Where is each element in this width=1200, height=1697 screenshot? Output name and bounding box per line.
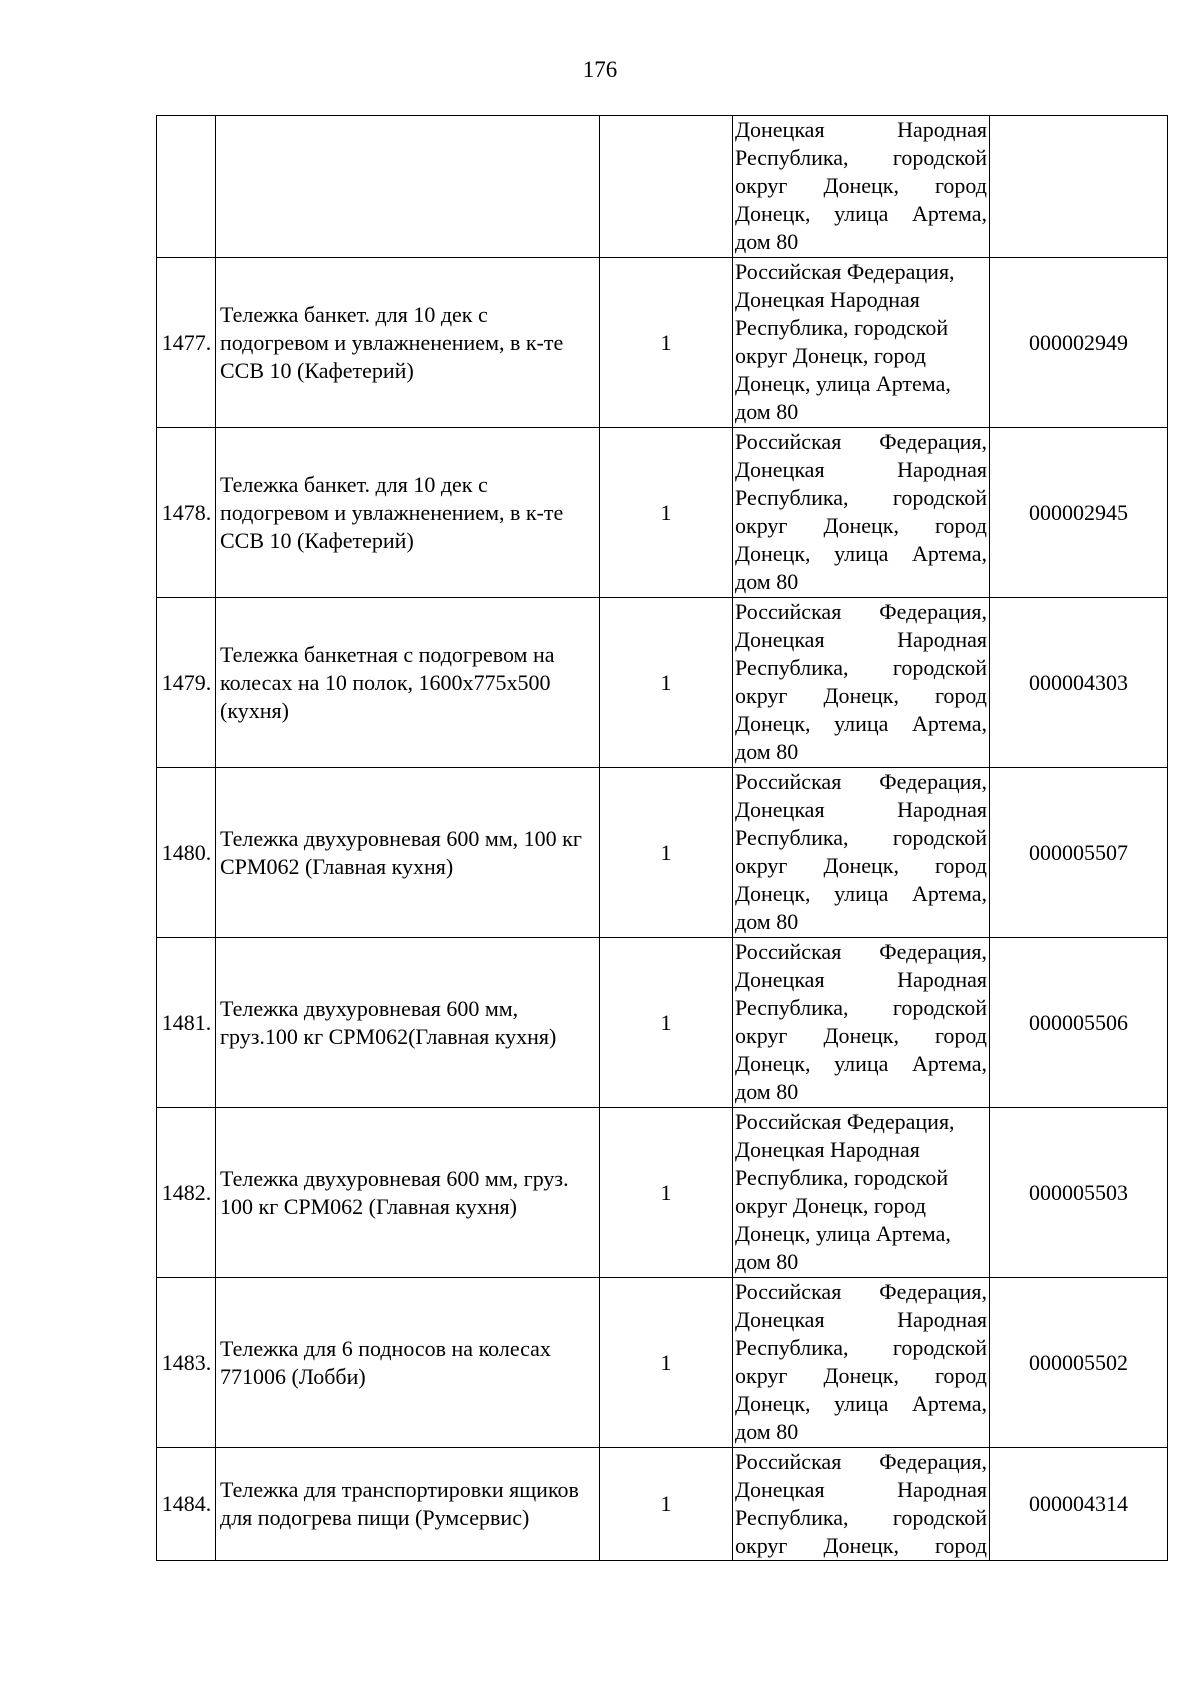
address-line: Донецк, улица Артема, bbox=[735, 711, 987, 736]
address-line: Донецкая Народная bbox=[735, 797, 987, 822]
quantity-cell: 1 bbox=[600, 258, 733, 428]
address-line: Донецк, улица Артема, bbox=[735, 1051, 987, 1076]
address-cell bbox=[733, 1448, 990, 1561]
quantity-cell: 1 bbox=[600, 938, 733, 1108]
address-line: округ Донецк, город bbox=[735, 343, 926, 368]
address-line: округ Донецк, город bbox=[735, 1023, 987, 1048]
item-name-cell bbox=[216, 938, 600, 1108]
row-number-cell: 1484. bbox=[157, 1448, 216, 1561]
address-cell bbox=[733, 598, 990, 768]
address-text bbox=[735, 428, 987, 596]
address-text bbox=[735, 1448, 987, 1560]
item-name-cell bbox=[216, 1448, 600, 1561]
address-cell bbox=[733, 1108, 990, 1278]
address-line: Российская Федерация, bbox=[735, 939, 987, 964]
address-line: Донецкая Народная bbox=[735, 627, 987, 652]
address-line: Донецк, улица Артема, bbox=[735, 881, 987, 906]
quantity-cell: 1 bbox=[600, 1448, 733, 1561]
address-line: Донецкая Народная bbox=[735, 1477, 987, 1502]
address-line: Республика, городской bbox=[735, 145, 987, 170]
item-name: Тележка банкет. для 10 дек с подогревом и увлажненением, в к-те ССВ 10 (Кафетерий) bbox=[220, 471, 564, 553]
item-name-cell bbox=[216, 598, 600, 768]
table-row bbox=[157, 1278, 1168, 1448]
quantity-cell: 1 bbox=[600, 1108, 733, 1278]
item-name-cell bbox=[216, 428, 600, 598]
address-text bbox=[735, 938, 987, 1106]
inventory-number-cell: 000004314 bbox=[990, 1448, 1168, 1561]
address-line: дом 80 bbox=[735, 1249, 799, 1274]
table-row bbox=[157, 428, 1168, 598]
item-name: Тележка банкетная с подогревом на колесах на 10 полок, 1600х775х500 (кухня) bbox=[220, 641, 555, 723]
item-name: Тележка для транспортировки ящиков для подогрева пищи (Румсервис) bbox=[220, 1477, 579, 1530]
address-text bbox=[735, 258, 987, 426]
address-line: Российская Федерация, bbox=[735, 769, 987, 794]
inventory-number-cell: 000002945 bbox=[990, 428, 1168, 598]
item-name-cell bbox=[216, 116, 600, 258]
address-line: Донецкая Народная bbox=[735, 117, 987, 142]
address-line: Республика, городской bbox=[735, 1335, 987, 1360]
address-line: Донецкая Народная bbox=[735, 1307, 987, 1332]
row-number-cell: 1483. bbox=[157, 1278, 216, 1448]
address-line: Республика, городской bbox=[735, 995, 987, 1020]
address-line: Республика, городской bbox=[735, 1165, 949, 1190]
address-line: Донецк, улица Артема, bbox=[735, 1391, 987, 1416]
address-line: дом 80 bbox=[735, 909, 799, 934]
row-number-cell bbox=[157, 116, 216, 258]
inventory-number-cell: 000005506 bbox=[990, 938, 1168, 1108]
address-line: Донецк, улица Артема, bbox=[735, 201, 987, 226]
address-line: Российская Федерация, bbox=[735, 1449, 987, 1474]
quantity-cell: 1 bbox=[600, 598, 733, 768]
address-line: Республика, городской bbox=[735, 485, 987, 510]
address-text bbox=[735, 116, 987, 256]
address-cell bbox=[733, 1278, 990, 1448]
item-name-cell bbox=[216, 1278, 600, 1448]
address-cell bbox=[733, 116, 990, 258]
row-number-cell: 1482. bbox=[157, 1108, 216, 1278]
address-line: Донецк, улица Артема, bbox=[735, 541, 987, 566]
address-line: Донецкая Народная bbox=[735, 287, 920, 312]
address-line: дом 80 bbox=[735, 1419, 799, 1444]
address-line: Республика, городской bbox=[735, 1505, 987, 1530]
address-line: Донецк, улица Артема, bbox=[735, 1221, 951, 1246]
table-row bbox=[157, 938, 1168, 1108]
address-line: Донецкая Народная bbox=[735, 1137, 920, 1162]
item-name: Тележка банкет. для 10 дек с подогревом и увлажненением, в к-те ССВ 10 (Кафетерий) bbox=[220, 301, 564, 383]
address-line: округ Донецк, город bbox=[735, 1193, 926, 1218]
address-line: дом 80 bbox=[735, 569, 799, 594]
address-line: Донецкая Народная bbox=[735, 967, 987, 992]
inventory-table-body bbox=[157, 116, 1168, 1561]
address-cell bbox=[733, 428, 990, 598]
table-row bbox=[157, 258, 1168, 428]
address-text bbox=[735, 1278, 987, 1446]
address-cell bbox=[733, 938, 990, 1108]
address-line: округ Донецк, город bbox=[735, 1533, 987, 1558]
quantity-cell bbox=[600, 116, 733, 258]
address-line: округ Донецк, город bbox=[735, 853, 987, 878]
address-text bbox=[735, 598, 987, 766]
row-number-cell: 1481. bbox=[157, 938, 216, 1108]
inventory-number-cell: 000005507 bbox=[990, 768, 1168, 938]
address-line: Республика, городской bbox=[735, 655, 987, 680]
inventory-number-cell: 000005503 bbox=[990, 1108, 1168, 1278]
inventory-table bbox=[156, 115, 1168, 1561]
quantity-cell: 1 bbox=[600, 768, 733, 938]
address-line: округ Донецк, город bbox=[735, 1363, 987, 1388]
item-name: Тележка двухуровневая 600 мм, 100 кг CPM062 (Главная кухня) bbox=[220, 825, 582, 879]
address-line: Российская Федерация, bbox=[735, 259, 955, 284]
item-name-cell bbox=[216, 768, 600, 938]
row-number-cell: 1480. bbox=[157, 768, 216, 938]
quantity-cell: 1 bbox=[600, 1278, 733, 1448]
row-number-cell: 1477. bbox=[157, 258, 216, 428]
address-line: дом 80 bbox=[735, 739, 799, 764]
table-row bbox=[157, 1448, 1168, 1561]
address-line: Донецкая Народная bbox=[735, 457, 987, 482]
row-number-cell: 1479. bbox=[157, 598, 216, 768]
inventory-number-cell: 000004303 bbox=[990, 598, 1168, 768]
table-row bbox=[157, 768, 1168, 938]
address-line: дом 80 bbox=[735, 1079, 799, 1104]
table-row bbox=[157, 598, 1168, 768]
address-text bbox=[735, 1108, 987, 1276]
inventory-number-cell: 000002949 bbox=[990, 258, 1168, 428]
inventory-number-cell: 000005502 bbox=[990, 1278, 1168, 1448]
address-cell bbox=[733, 258, 990, 428]
item-name: Тележка для 6 подносов на колесах 771006 (Лобби) bbox=[220, 1335, 551, 1389]
address-line: Донецк, улица Артема, bbox=[735, 371, 951, 396]
address-line: дом 80 bbox=[735, 229, 799, 254]
address-line: Российская Федерация, bbox=[735, 599, 987, 624]
address-line: округ Донецк, город bbox=[735, 683, 987, 708]
item-name-cell bbox=[216, 258, 600, 428]
row-number-cell: 1478. bbox=[157, 428, 216, 598]
table-row bbox=[157, 116, 1168, 258]
address-line: Российская Федерация, bbox=[735, 429, 987, 454]
item-name: Тележка двухуровневая 600 мм, груз. 100 кг CPM062 (Главная кухня) bbox=[220, 1165, 569, 1219]
address-line: дом 80 bbox=[735, 399, 799, 424]
address-line: округ Донецк, город bbox=[735, 173, 987, 198]
address-line: Республика, городской bbox=[735, 315, 949, 340]
table-row bbox=[157, 1108, 1168, 1278]
address-cell bbox=[733, 768, 990, 938]
item-name: Тележка двухуровневая 600 мм, груз.100 кг CPM062(Главная кухня) bbox=[220, 995, 557, 1049]
address-text bbox=[735, 768, 987, 936]
address-line: округ Донецк, город bbox=[735, 513, 987, 538]
page-number: 176 bbox=[582, 57, 618, 82]
address-line: Российская Федерация, bbox=[735, 1109, 955, 1134]
address-line: Российская Федерация, bbox=[735, 1279, 987, 1304]
item-name-cell bbox=[216, 1108, 600, 1278]
quantity-cell: 1 bbox=[600, 428, 733, 598]
address-line: Республика, городской bbox=[735, 825, 987, 850]
inventory-number-cell bbox=[990, 116, 1168, 258]
